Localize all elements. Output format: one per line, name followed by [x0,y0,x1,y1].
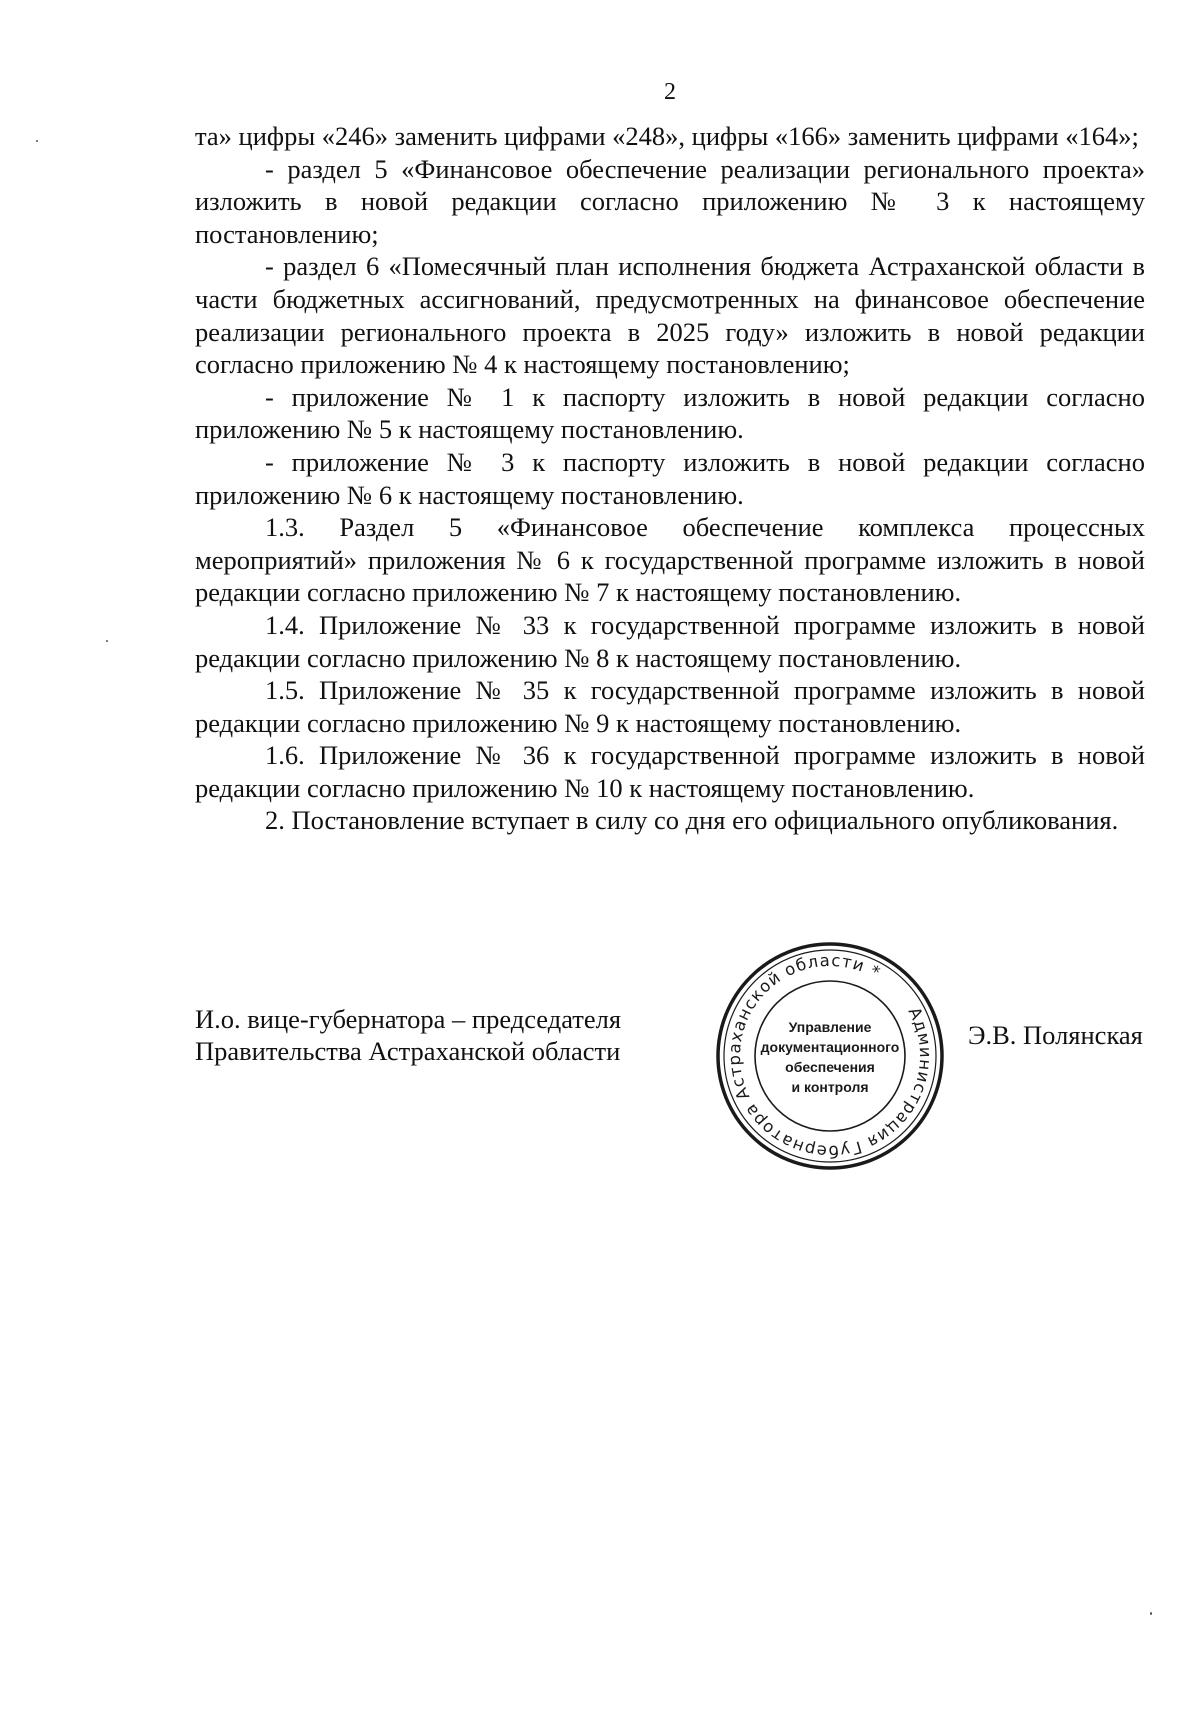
paragraph: 2. Постановление вступает в силу со дня его официального опубликования. [265,805,1119,836]
seal-inner-ring [755,981,905,1131]
seal-outer-ring [718,944,942,1168]
signatory-title-line: Правительства Астраханской области [195,1036,621,1066]
paragraph: - приложение № 3 к паспорту изложить в новой редакции согласно приложению № 6 к настоящему постановлению. [195,446,1145,510]
seal-ring-text: Администрация Губернатора Астраханской области * [724,950,936,1162]
paragraph: - приложение № 1 к паспорту изложить в новой редакции согласно приложению № 5 к настоящему постановлению. [195,381,1145,445]
scan-speck [36,140,38,142]
seal-inner-line: документационного [760,1039,900,1055]
signatory-name: Э.В. Полянская [968,1020,1143,1050]
paragraph: 1.4. Приложение № 33 к государственной программе изложить в новой редакции согласно приложению № 8 к настоящему постановлению. [195,609,1145,673]
seal-graphic [712,938,948,1174]
seal-inner-line: и контроля [791,1079,869,1095]
scan-speck [1150,1612,1152,1615]
signatory-title-line: И.о. вице-губернатора – председателя [195,1004,622,1034]
seal-inner-line: Управление [788,1019,872,1035]
document-body [195,120,1145,837]
paragraph: та» цифры «246» заменить цифрами «248», цифры «166» заменить цифрами «164»; [195,121,1139,151]
signatory-title [195,1003,675,1067]
paragraph: 1.5. Приложение № 35 к государственной программе изложить в новой редакции согласно приложению № 9 к настоящему постановлению. [195,675,1145,738]
paragraph: 1.6. Приложение № 36 к государственной программе изложить в новой редакции согласно приложению № 10 к настоящему постановлению. [195,740,1145,803]
paragraph: 1.3. Раздел 5 «Финансовое обеспечение комплекса процессных мероприятий» приложения № 6 к государственной программе изложить в новой редакции согласно приложению № 7 к настоящему постановлению. [195,512,1145,608]
scan-speck [106,640,108,642]
paragraph: - раздел 6 «Помесячный план исполнения бюджета Астраханской области в части бюджетных ассигнований, предусмотренных на финансовое обеспечение реализации регионального проекта в 2025 году» изложить в новой редакции согласно приложению № 4 к настоящему постановлению; [195,251,1145,380]
seal-inner-line: обеспечения [785,1059,875,1075]
official-seal [712,938,948,1174]
page-number: 2 [664,79,676,105]
paragraph: - раздел 5 «Финансовое обеспечение реализации регионального проекта» изложить в новой редакции согласно приложению № 3 к настоящему постановлению; [195,153,1145,249]
